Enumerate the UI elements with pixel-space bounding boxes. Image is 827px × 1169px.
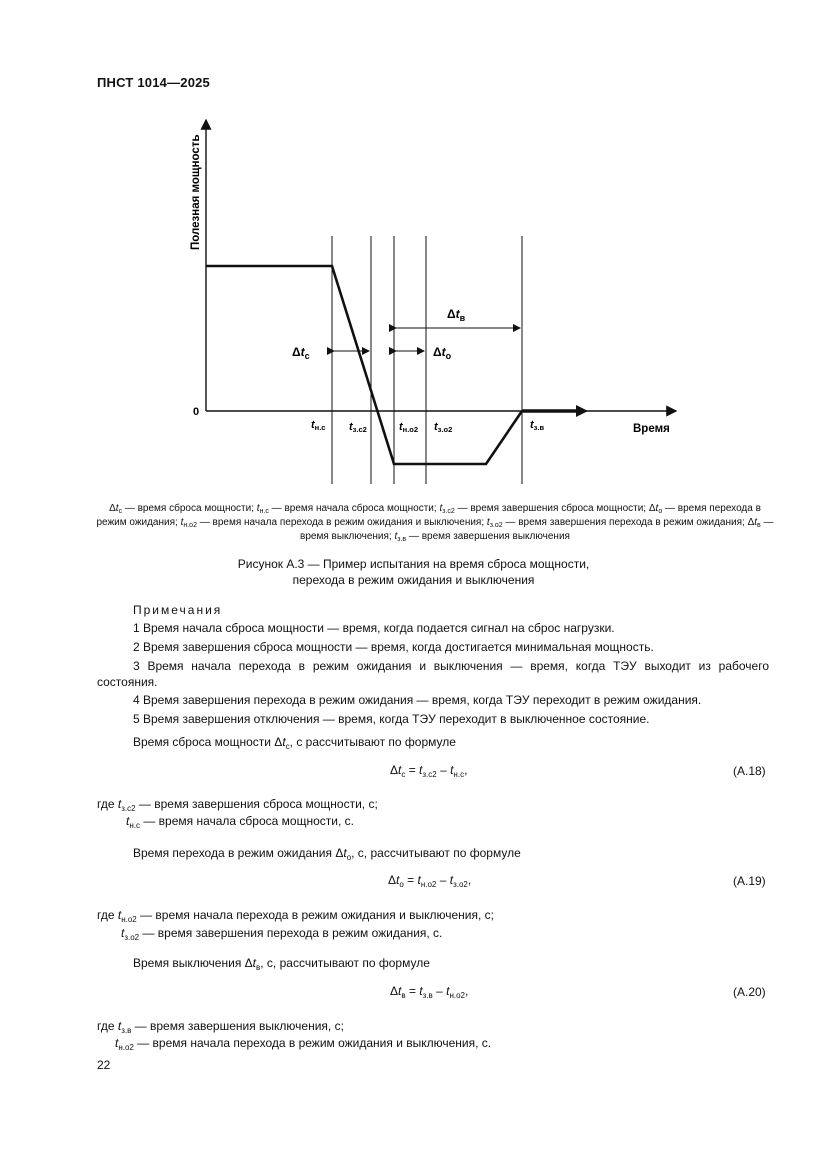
where-a18-2: $t_{н.с}$ — время начала сброса мощности, с. xyxy=(126,814,354,830)
dtc-label: c xyxy=(304,351,310,361)
tick-t-zc2: з.с2 xyxy=(352,425,367,434)
where-a20-2: $t_{н.о2}$ — время начала перехода в режим ожидания и выключения, с. xyxy=(115,1036,492,1052)
x-axis-label: Время xyxy=(633,423,670,435)
notes-title: Примечания xyxy=(133,603,223,617)
note-3-cont: состояния. xyxy=(97,675,158,689)
para-dtc: Время сброса мощности $\Delta t_с$, с рассчитывают по формуле xyxy=(133,735,456,751)
dtv-label: в xyxy=(459,313,466,323)
note-4: 4 Время завершения перехода в режим ожидания — время, когда ТЭУ переходит в режим ожидания. xyxy=(133,693,702,707)
figure-legend: $\Delta t_с$ — время сброса мощности; $t_{н.с}$ — время начала сброса мощности; $t_{з.с2}$ — время завершения сброса мощности; $\Delta t_о$ — время перехода в режим ожидания; $t_{н.о2}$ — время начала перехода в режим ожидания и выключения; $t_{з.о2}$ — время завершения перехода в режим ожидания; $\Delta t_в$ — время выключения; $t_{з.в}$ — время завершения выключения xyxy=(96,503,774,543)
eq-number-a20: (А.20) xyxy=(733,985,766,999)
where-a19-2: $t_{з.о2}$ — время завершения перехода в режим ожидания, с. xyxy=(121,926,443,942)
svg-text:tн.о2: tн.о2 xyxy=(399,421,419,434)
svg-text:tз.с2: tз.с2 xyxy=(349,421,367,434)
svg-text:Δtc: $\Delta t_c$ xyxy=(292,345,310,361)
tick-t-nc: н.с xyxy=(314,423,326,432)
para-dto: Время перехода в режим ожидания $\Delta t_о$, с, рассчитывают по формуле xyxy=(133,846,521,862)
y-zero-label: 0 xyxy=(193,406,200,418)
page-number: 22 xyxy=(97,1058,111,1072)
document-header: ПНСТ 1014—2025 xyxy=(97,75,210,90)
para-dtv: Время выключения $\Delta t_в$, с, рассчитывают по формуле xyxy=(133,956,430,972)
x-axis-bold-arrowhead xyxy=(576,405,588,417)
eq-number-a18: (А.18) xyxy=(733,764,766,778)
tick-t-no2: н.о2 xyxy=(402,425,419,434)
figure-caption: Рисунок А.3 — Пример испытания на время сброса мощности, перехода в режим ожидания и выключения xyxy=(237,557,590,587)
formula-a20: $\Delta t_в = t_{з.в} - t_{н.о2}$, xyxy=(390,984,469,1000)
note-2: 2 Время завершения сброса мощности — время, когда достигается минимальная мощность. xyxy=(133,640,654,654)
formula-a18: $\Delta t_с = t_{з.с2} - t_{н.с}$, xyxy=(390,763,468,779)
dto-label: о xyxy=(445,351,452,361)
note-3: 3 Время начала перехода в режим ожидания и выключения — время, когда ТЭУ выходит из рабочего xyxy=(133,659,769,673)
svg-text:Δtв: $\Delta t_в$ xyxy=(447,307,466,323)
power-curve xyxy=(206,266,522,464)
svg-text:tз.в: tз.в xyxy=(530,419,545,432)
svg-text:tн.с: tн.с xyxy=(311,419,326,432)
svg-text:Δtо: $\Delta t_о$ xyxy=(433,345,452,361)
tick-t-zv: з.в xyxy=(533,423,545,432)
power-chart xyxy=(0,110,827,500)
formula-a19: $\Delta t_о = t_{н.о2} - t_{з.о2}$, xyxy=(388,873,472,889)
y-axis-label: Полезная мощность xyxy=(190,134,202,250)
eq-number-a19: (А.19) xyxy=(733,874,766,888)
svg-text:tз.о2: tз.о2 xyxy=(434,421,453,434)
tick-t-zo2: з.о2 xyxy=(437,425,453,434)
where-a18-1: где $t_{з.с2}$ — время завершения сброса мощности, с; xyxy=(97,797,378,813)
where-a20-1: где $t_{з.в}$ — время завершения выключения, с; xyxy=(97,1019,344,1035)
note-1: 1 Время начала сброса мощности — время, когда подается сигнал на сброс нагрузки. xyxy=(133,621,615,635)
where-a19-1: где $t_{н.о2}$ — время начала перехода в режим ожидания и выключения, с; xyxy=(97,908,494,924)
note-5: 5 Время завершения отключения — время, когда ТЭУ переходит в выключенное состояние. xyxy=(133,712,650,726)
